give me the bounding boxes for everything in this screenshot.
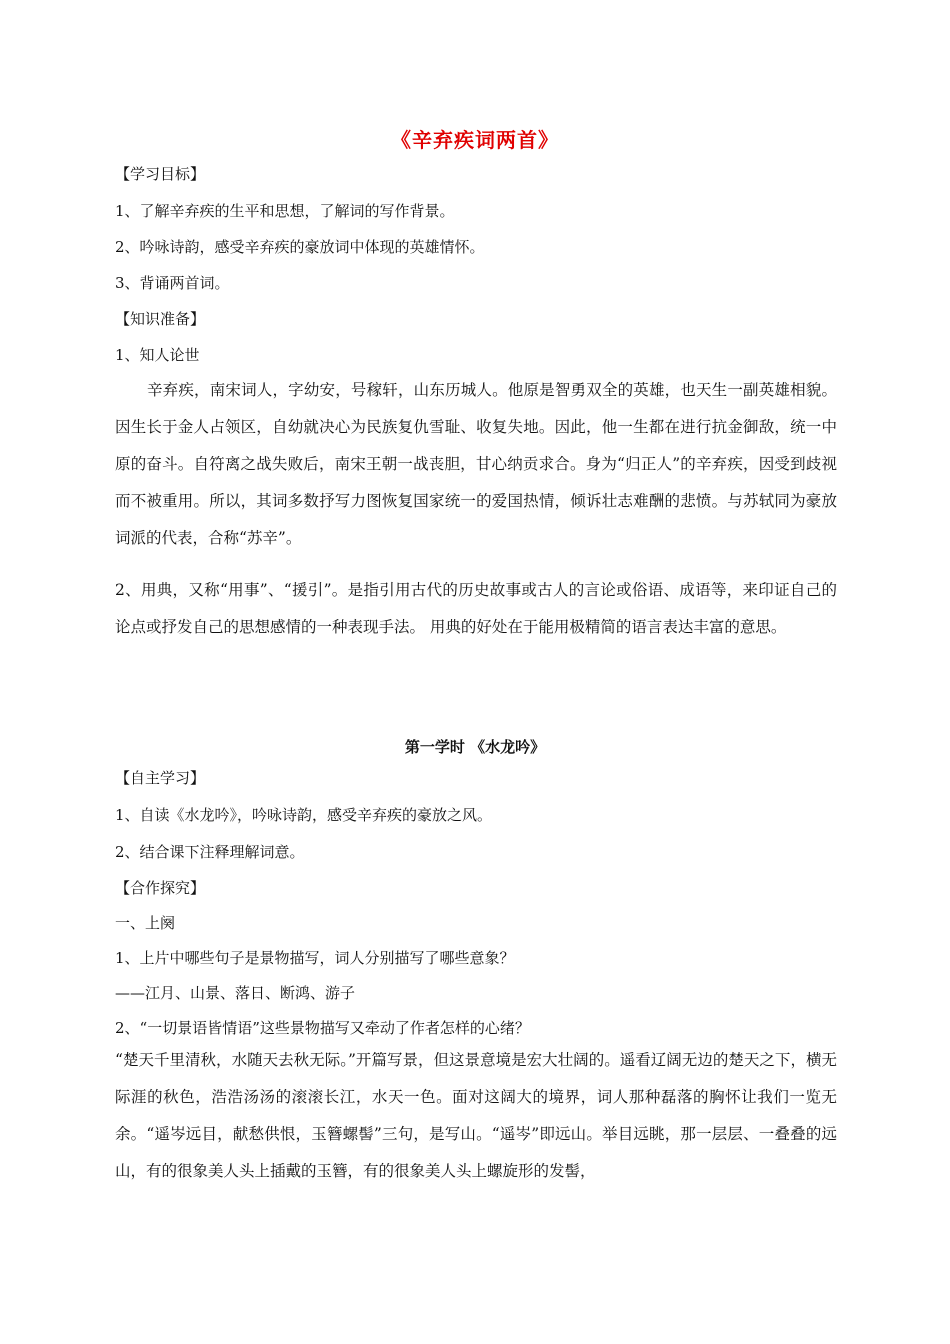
document-title: 《辛弃疾词两首》 [391, 128, 559, 152]
prep-item-2-text: 2、用典，又称“用事”、“援引”。是指引用古代的历史故事或古人的言论或俗语、成语等，来印证自己的论点或抒发自己的思想感情的一种表现手法。 用典的好处在于能用极精简的语言表达丰富的意思。 [115, 581, 837, 636]
answer-2-text: “楚天千里清秋，水随天去秋无际。”开篇写景，但这景意境是宏大壮阔的。遥看辽阔无边的楚天之下，横无际涯的秋色，浩浩汤汤的滚滚长江，水天一色。面对这阔大的境界，词人那种磊落的胸怀让我们一览无余。“遥岑远目，献愁供恨，玉簪螺髻”三句，是写山。“遥岑”即远山。举目远眺，那一层层、一叠叠的远山，有的很象美人头上插戴的玉簪，有的很象美人头上螺旋形的发髻， [115, 1051, 837, 1180]
prep-item-1-text: 辛弃疾，南宋词人，字幼安，号稼轩，山东历城人。他原是智勇双全的英雄，也天生一副英雄相貌。因生长于金人占领区，自幼就决心为民族复仇雪耻、收复失地。因此，他一生都在进行抗金御敌，统一中原的奋斗。自符离之战失败后，南宋王朝一战丧胆，甘心纳贡求合。身为“归正人”的辛弃疾，因受到歧视而不被重用。所以，其词多数抒写力图恢复国家统一的爱国热情，倾诉壮志难酬的悲愤。与苏轼同为豪放词派的代表，合称“苏辛”。 [115, 381, 837, 547]
prep-header: 【知识准备】 [115, 310, 206, 328]
coop-header: 【合作探究】 [115, 879, 206, 897]
self-study-item-1: 1、自读《水龙吟》，吟咏诗韵，感受辛弃疾的豪放之风。 [115, 806, 493, 824]
goals-header: 【学习目标】 [115, 165, 206, 183]
prep-item-1-title: 1、知人论世 [115, 346, 200, 364]
question-1: 1、上片中哪些句子是景物描写，词人分别描写了哪些意象？ [115, 949, 515, 967]
goal-item-1: 1、了解辛弃疾的生平和思想，了解词的写作背景。 [115, 202, 455, 220]
goal-item-2: 2、吟咏诗韵，感受辛弃疾的豪放词中体现的英雄情怀。 [115, 238, 485, 256]
self-study-header: 【自主学习】 [115, 769, 206, 787]
question-2: 2、“一切景语皆情语”这些景物描写又牵动了作者怎样的心绪？ [115, 1019, 530, 1037]
part-1-heading: 一、上阕 [115, 914, 176, 932]
lesson-1-title: 第一学时 《水龙吟》 [404, 738, 546, 756]
goal-item-3: 3、背诵两首词。 [115, 274, 230, 292]
answer-1: ——江月、山景、落日、断鸿、游子 [115, 984, 356, 1002]
self-study-item-2: 2、结合课下注释理解词意。 [115, 843, 305, 861]
